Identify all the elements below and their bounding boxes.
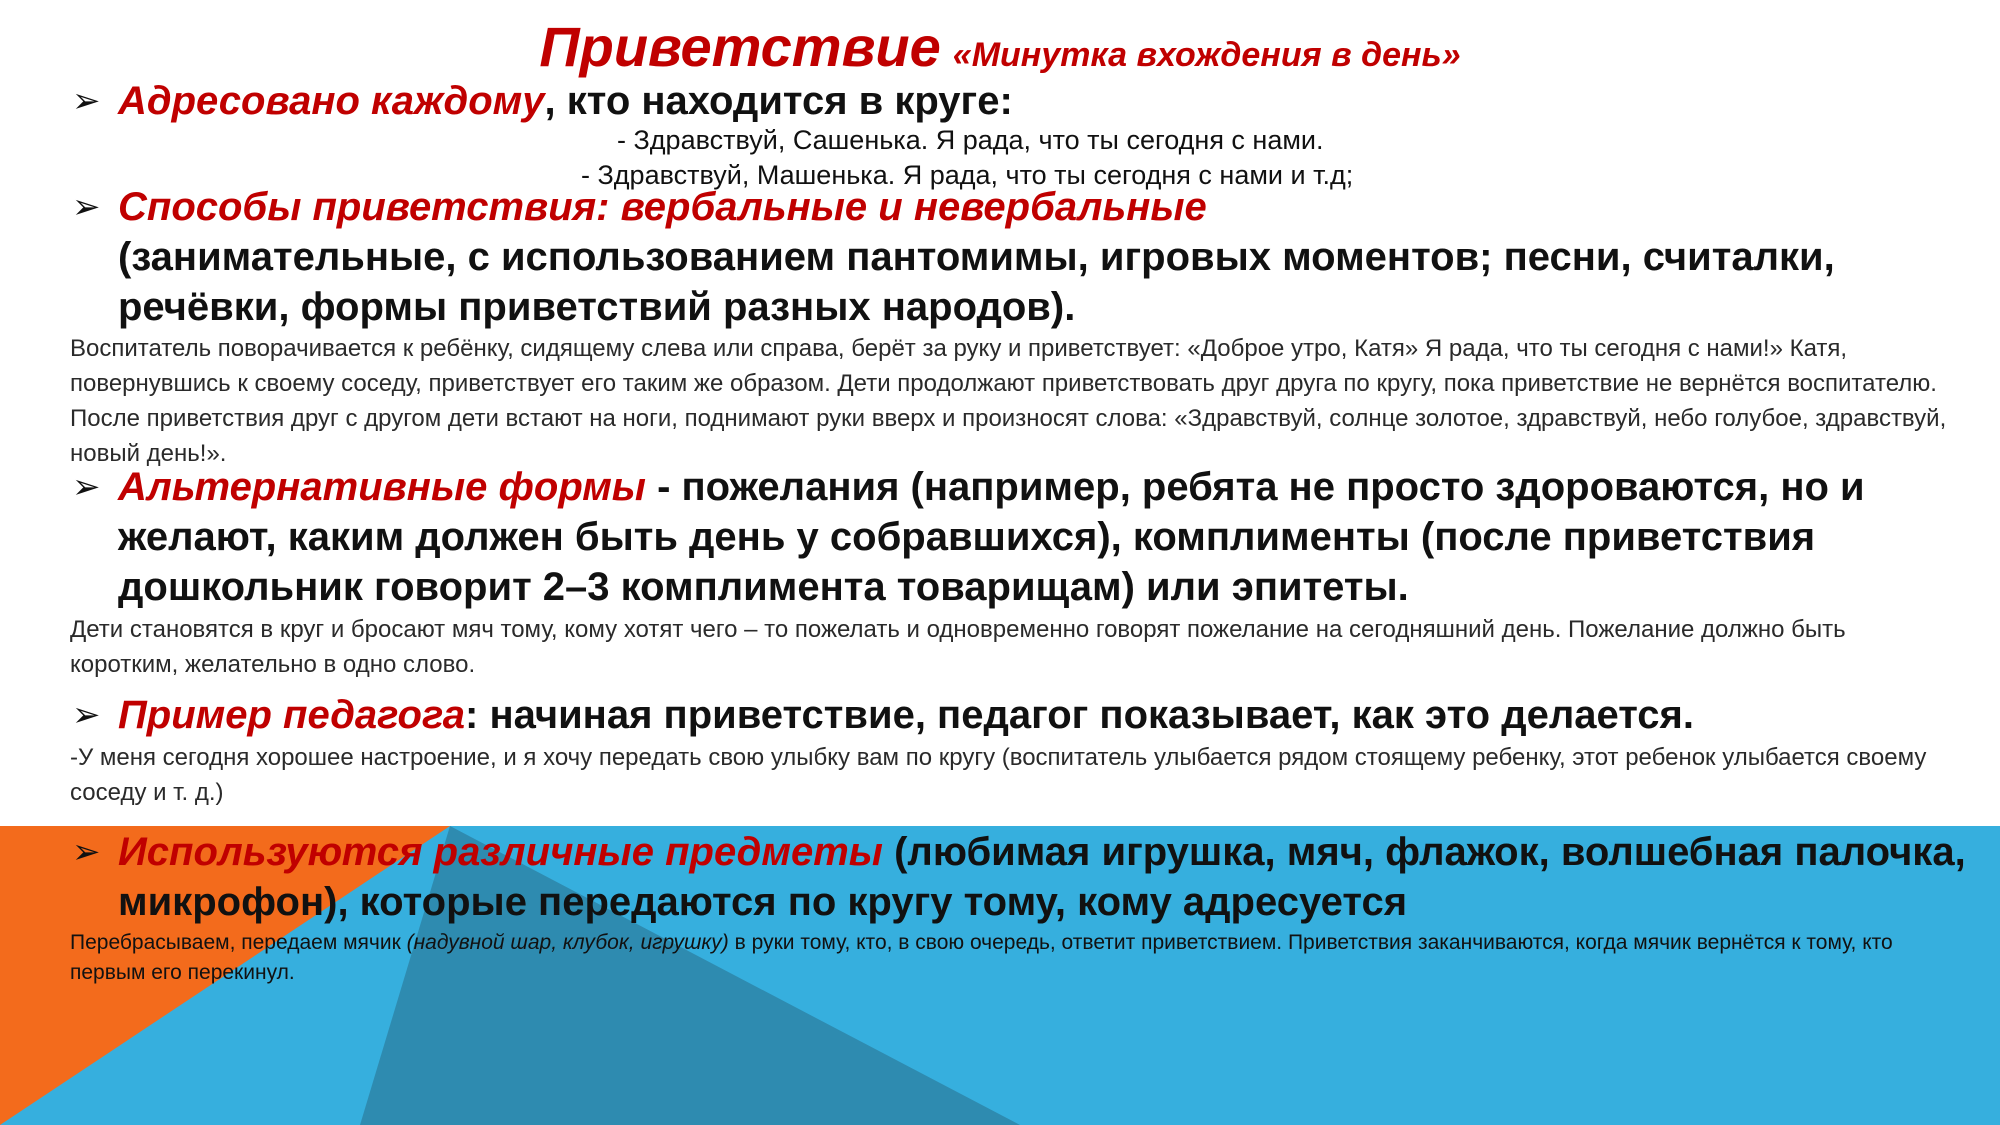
bullet-teacher-example	[72, 690, 1972, 740]
bullet-alternative-forms	[72, 462, 1972, 612]
arrowhead-bullet-icon: ➢	[72, 696, 101, 734]
description-italic-part: (надувной шар, клубок, игрушку)	[406, 931, 729, 954]
bullet-highlight: Используются различные предметы	[118, 830, 883, 874]
arrowhead-bullet-icon: ➢	[72, 833, 101, 871]
bullet-highlight: Способы приветствия: вербальные и невербальные	[118, 185, 1207, 229]
description-teacher-example: -У меня сегодня хорошее настроение, и я хочу передать свою улыбку вам по кругу (воспитатель улыбается рядом стоящему ребенку, этот ребенок улыбается своему соседу и т. д.)	[70, 744, 1927, 806]
bullet-body: - пожелания (например, ребята не просто здороваются, но и желают, каким должен быть день у собравшихся), комплименты (после приветствия дошкольник говорит 2–3 комплимента товарищам) или эпитеты.	[118, 465, 1865, 609]
bullet-text	[118, 462, 1972, 612]
bullet-text	[118, 690, 1972, 740]
bullet-addressed-to-everyone	[72, 76, 1972, 126]
description-alternative-forms: Дети становятся в круг и бросают мяч тому, кому хотят чего – то пожелать и одновременно говорят пожелание на сегодняшний день. Пожелание должно быть коротким, желательно в одно слово.	[70, 616, 1846, 678]
description-various-objects	[70, 928, 1950, 988]
arrowhead-bullet-icon: ➢	[72, 468, 101, 506]
title-subtitle: «Минутка вхождения в день»	[952, 36, 1461, 74]
description-part: в руки тому, кто, в свою очередь, ответит приветствием. Приветствия заканчиваются, когда мячик вернётся к тому, кто первым его перекинул.	[70, 931, 1893, 984]
arrowhead-bullet-icon: ➢	[72, 188, 101, 226]
arrowhead-bullet-icon: ➢	[72, 82, 101, 120]
title-main: Приветствие	[539, 15, 941, 78]
description-greeting-methods: Воспитатель поворачивается к ребёнку, сидящему слева или справа, берёт за руку и приветствует: «Доброе утро, Катя» Я рада, что ты сегодня с нами!» Катя, повернувшись к своему соседу, приветствует его таким же образом. Дети продолжают приветствовать друг друга по кругу, пока приветствие не вернётся воспитателю. После приветствия друг с другом дети встают на ноги, поднимают руки вверх и произносят слова: «Здравствуй, солнце золотое, здравствуй, небо голубое, здравствуй, новый день!».	[70, 335, 1947, 467]
bullet-greeting-methods	[72, 182, 1972, 332]
greeting-example-2: - Здравствуй, Машенька. Я рада, что ты сегодня с нами и т.д;	[581, 160, 1354, 190]
bullet-highlight: Пример педагога	[118, 693, 466, 737]
slide-title	[0, 14, 2000, 79]
description-part: Перебрасываем, передаем мячик	[70, 931, 407, 954]
bullet-highlight: Адресовано каждому	[118, 79, 545, 123]
bullet-body: (любимая игрушка, мяч, флажок, волшебная палочка, микрофон), которые передаются по кругу тому, кому адресуется	[118, 830, 1966, 924]
bullet-body: (занимательные, с использованием пантомимы, игровых моментов; песни, считалки, речёвки, формы приветствий разных народов).	[118, 235, 1835, 329]
bullet-various-objects	[72, 827, 1972, 927]
greeting-example-1: - Здравствуй, Сашенька. Я рада, что ты сегодня с нами.	[617, 125, 1324, 155]
bullet-body: , кто находится в круге:	[544, 79, 1013, 123]
bullet-text	[118, 76, 1972, 126]
bullet-highlight: Альтернативные формы	[118, 465, 646, 509]
bullet-body: : начиная приветствие, педагог показывает, как это делается.	[465, 693, 1694, 737]
bullet-text	[118, 827, 1972, 927]
bullet-text	[118, 182, 1972, 332]
